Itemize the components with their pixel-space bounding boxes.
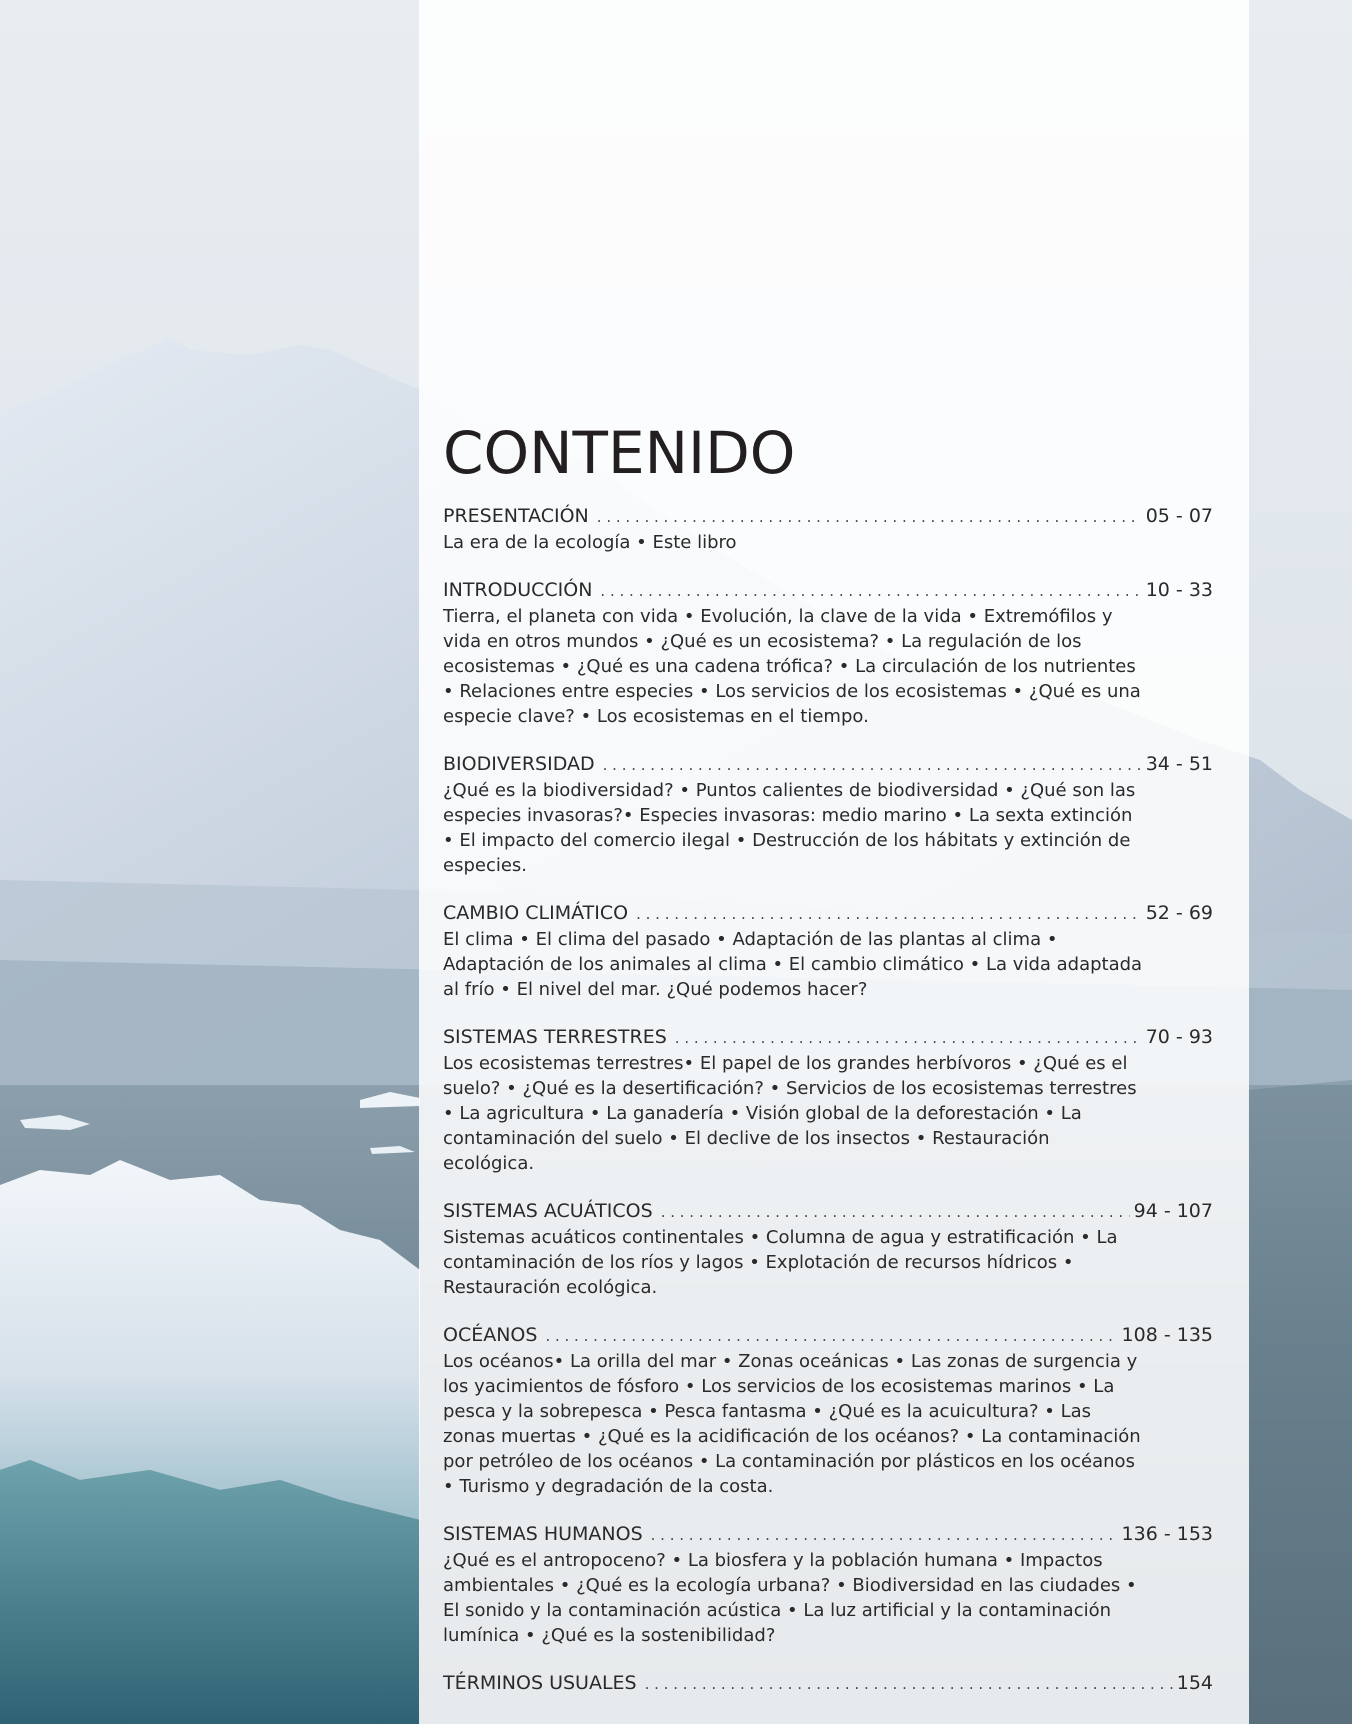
toc-entry bbox=[443, 504, 1213, 530]
page-title: CONTENIDO bbox=[443, 419, 796, 487]
dot-leader bbox=[651, 1523, 1118, 1548]
toc-description: Sistemas acuáticos continentales • Columna de agua y estratificación • La contaminación de los ríos y lagos • Explotación de recursos hídricos • Restauración ecológica. bbox=[443, 1227, 1118, 1298]
toc-page-range: 136 - 153 bbox=[1121, 1523, 1213, 1545]
toc-entry bbox=[443, 901, 1213, 927]
toc-page-range: 10 - 33 bbox=[1145, 579, 1213, 601]
toc-description: ¿Qué es la biodiversidad? • Puntos calientes de biodiversidad • ¿Qué son las especies invasoras?• Especies invasoras: medio marino • La sexta extinción • El impacto del comercio ilegal • Destrucción de los hábitats y extinción de especies. bbox=[443, 780, 1136, 876]
toc-entry bbox=[443, 1671, 1213, 1697]
toc-entry bbox=[443, 752, 1213, 778]
toc-section-sistemas-acuaticos bbox=[443, 1199, 1213, 1300]
toc-entry bbox=[443, 578, 1213, 604]
toc-description: Los océanos• La orilla del mar • Zonas oceánicas • Las zonas de surgencia y los yacimientos de fósforo • Los servicios de los ecosistemas marinos • La pesca y la sobrepesca • Pesca fantasma • ¿Qué es la acuicultura? • Las zonas muertas • ¿Qué es la acidificación de los océanos? • La contaminación por petróleo de los océanos • La contaminación por plásticos en los océanos • Turismo y degradación de la costa. bbox=[443, 1351, 1141, 1497]
toc-description: ¿Qué es el antropoceno? • La biosfera y la población humana • Impactos ambientales • ¿Qué es la ecología urbana? • Biodiversidad en las ciudades • El sonido y la contaminación acústica • La luz artificial y la contaminación lumínica • ¿Qué es la sostenibilidad? bbox=[443, 1550, 1137, 1646]
toc-description: Tierra, el planeta con vida • Evolución, la clave de la vida • Extremófilos y vida en otros mundos • ¿Qué es un ecosistema? • La regulación de los ecosistemas • ¿Qué es una cadena trófica? • La circulación de los nutrientes • Relaciones entre especies • Los servicios de los ecosistemas • ¿Qué es una especie clave? • Los ecosistemas en el tiempo. bbox=[443, 606, 1141, 727]
toc-page-range: 108 - 135 bbox=[1121, 1324, 1213, 1346]
toc-section-sistemas-humanos bbox=[443, 1522, 1213, 1648]
toc-heading: TÉRMINOS USUALES bbox=[443, 1672, 637, 1694]
toc-description: La era de la ecología • Este libro bbox=[443, 532, 737, 553]
toc-section-oceanos bbox=[443, 1323, 1213, 1499]
dot-leader bbox=[645, 1672, 1173, 1697]
toc-section-cambio-climatico bbox=[443, 901, 1213, 1002]
toc-section-terminos-usuales bbox=[443, 1671, 1213, 1697]
toc-heading: SISTEMAS ACUÁTICOS bbox=[443, 1200, 653, 1222]
dot-leader bbox=[603, 753, 1142, 778]
dot-leader bbox=[661, 1200, 1130, 1225]
dot-leader bbox=[675, 1026, 1142, 1051]
toc-section-biodiversidad bbox=[443, 752, 1213, 878]
toc-page-range: 94 - 107 bbox=[1133, 1200, 1213, 1222]
toc-heading: OCÉANOS bbox=[443, 1324, 538, 1346]
toc-section-introduccion bbox=[443, 578, 1213, 729]
table-of-contents bbox=[443, 400, 1213, 1720]
toc-section-presentacion bbox=[443, 504, 1213, 555]
toc-section-sistemas-terrestres bbox=[443, 1025, 1213, 1176]
dot-leader bbox=[597, 505, 1142, 530]
toc-entry bbox=[443, 1522, 1213, 1548]
toc-description: El clima • El clima del pasado • Adaptación de las plantas al clima • Adaptación de los animales al clima • El cambio climático • La vida adaptada al frío • El nivel del mar. ¿Qué podemos hacer? bbox=[443, 929, 1143, 1000]
toc-page-range: 05 - 07 bbox=[1145, 505, 1213, 527]
toc-heading: CAMBIO CLIMÁTICO bbox=[443, 902, 629, 924]
toc-entry bbox=[443, 1025, 1213, 1051]
toc-entry bbox=[443, 1199, 1213, 1225]
toc-heading: PRESENTACIÓN bbox=[443, 505, 589, 527]
toc-entry bbox=[443, 1323, 1213, 1349]
dot-leader bbox=[636, 902, 1142, 927]
toc-page-range: 34 - 51 bbox=[1145, 753, 1213, 775]
toc-page-range: 154 bbox=[1176, 1672, 1213, 1694]
toc-heading: INTRODUCCIÓN bbox=[443, 579, 593, 601]
dot-leader bbox=[600, 579, 1141, 604]
toc-page-range: 52 - 69 bbox=[1145, 902, 1213, 924]
toc-heading: BIODIVERSIDAD bbox=[443, 753, 595, 775]
toc-page-range: 70 - 93 bbox=[1145, 1026, 1213, 1048]
toc-heading: SISTEMAS TERRESTRES bbox=[443, 1026, 667, 1048]
toc-heading: SISTEMAS HUMANOS bbox=[443, 1523, 643, 1545]
dot-leader bbox=[545, 1324, 1117, 1349]
toc-description: Los ecosistemas terrestres• El papel de los grandes herbívoros • ¿Qué es el suelo? • ¿Qué es la desertificación? • Servicios de los ecosistemas terrestres • La agricultura • La ganadería • Visión global de la deforestación • La contaminación del suelo • El declive de los insectos • Restauración ecológica. bbox=[443, 1053, 1137, 1174]
